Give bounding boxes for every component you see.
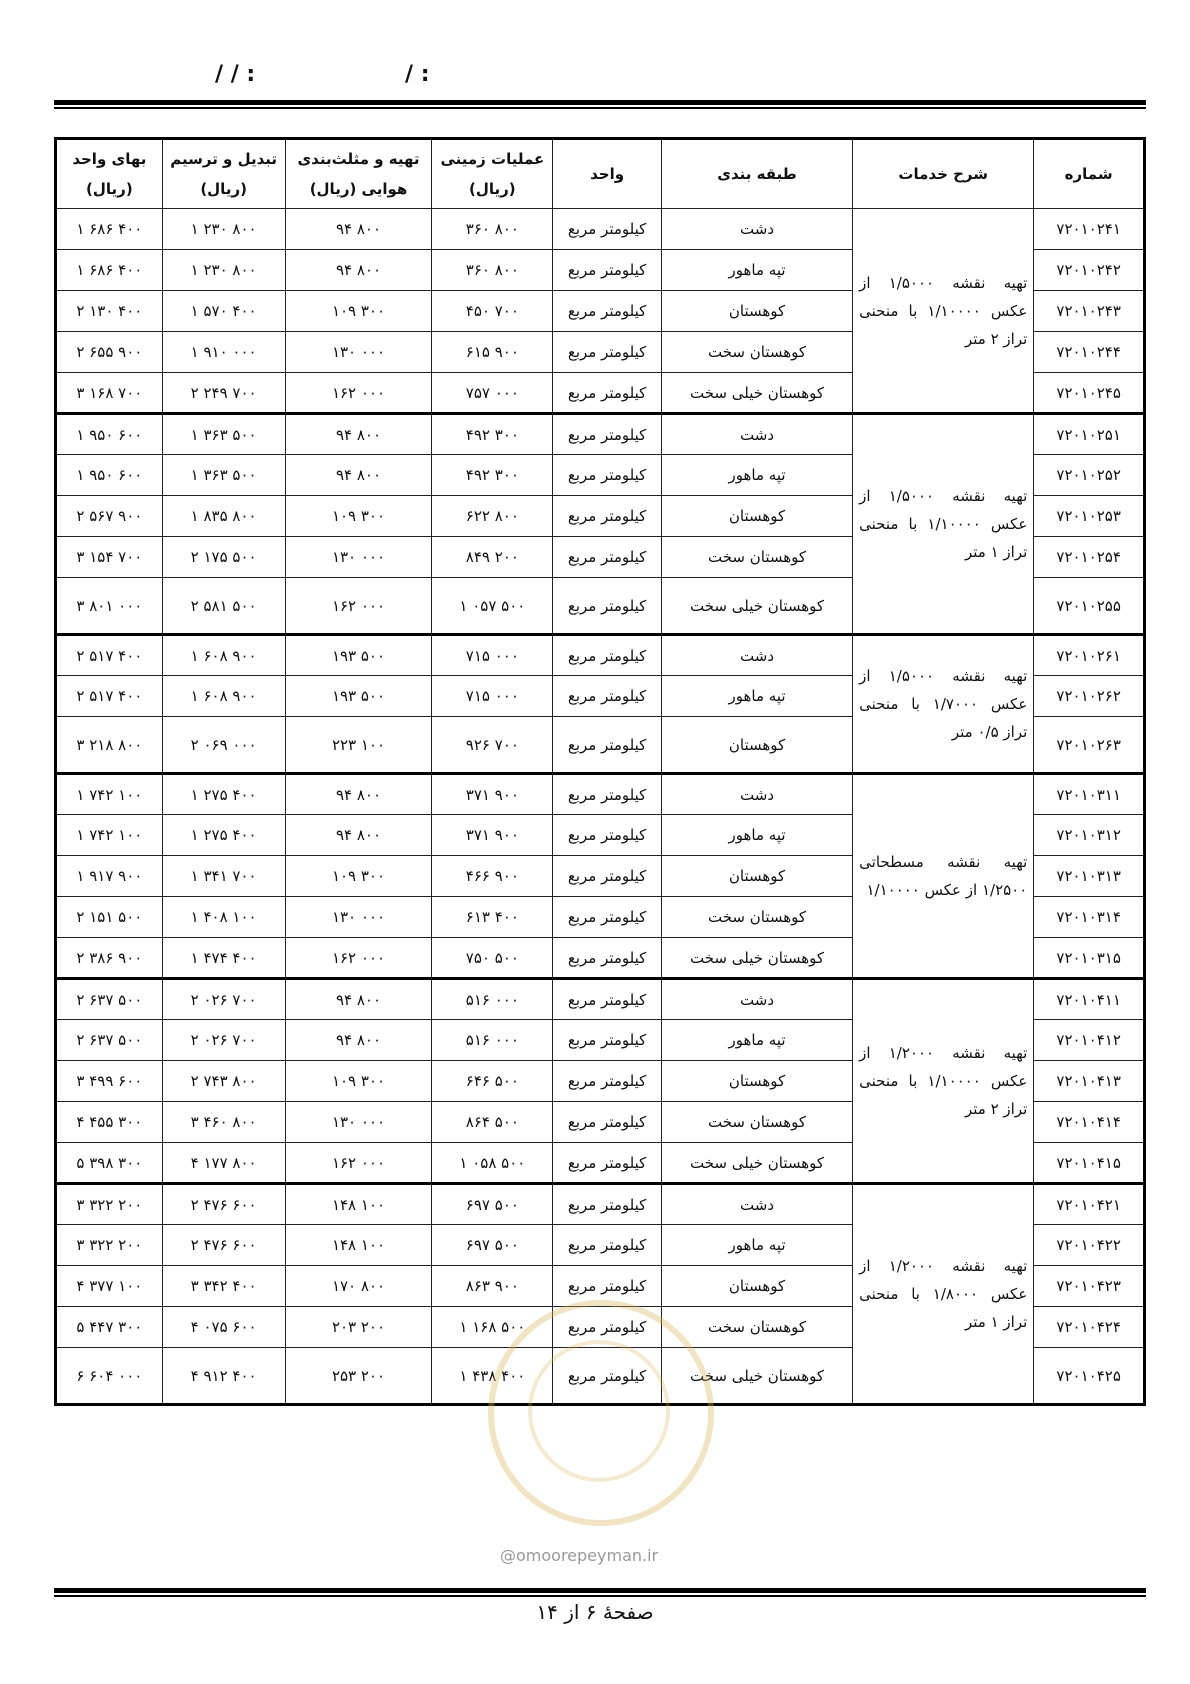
cell-classification: تپه ماهور [661,250,852,291]
cell-convert: ۲ ۷۴۳ ۸۰۰ [162,1061,285,1102]
cell-ground-ops: ۷۵۰ ۵۰۰ [432,938,553,979]
cell-code: ۷۲۰۱۰۳۱۳ [1034,856,1145,897]
table-row [56,209,1145,250]
cell-unit: کیلومتر مربع [553,717,662,774]
cell-code: ۷۲۰۱۰۲۴۳ [1034,291,1145,332]
cell-aerial: ۹۴ ۸۰۰ [285,209,432,250]
cell-aerial: ۱۶۲ ۰۰۰ [285,578,432,635]
cell-unit: کیلومتر مربع [553,635,662,676]
cell-description: تهیه نقشه ۱/۵۰۰۰ از عکس ۱/۱۰۰۰۰ با منحنی تراز ۲ متر [853,209,1034,414]
cell-ground-ops: ۸۴۹ ۲۰۰ [432,537,553,578]
cell-classification: دشت [661,209,852,250]
cell-aerial: ۱۶۲ ۰۰۰ [285,938,432,979]
cell-aerial: ۱۰۹ ۳۰۰ [285,1061,432,1102]
cell-ground-ops: ۳۷۱ ۹۰۰ [432,815,553,856]
header-number-field: / : [405,62,430,87]
cell-unit: کیلومتر مربع [553,1020,662,1061]
cell-code: ۷۲۰۱۰۲۴۲ [1034,250,1145,291]
cell-ground-ops: ۵۱۶ ۰۰۰ [432,1020,553,1061]
cell-unit: کیلومتر مربع [553,537,662,578]
cell-unit: کیلومتر مربع [553,1266,662,1307]
cell-code: ۷۲۰۱۰۲۶۲ [1034,676,1145,717]
cell-ground-ops: ۱ ۱۶۸ ۵۰۰ [432,1307,553,1348]
cell-ground-ops: ۶۹۷ ۵۰۰ [432,1184,553,1225]
cell-code: ۷۲۰۱۰۴۱۱ [1034,979,1145,1020]
cell-unit-price: ۳ ۲۱۸ ۸۰۰ [56,717,163,774]
cell-unit-price: ۳ ۱۵۴ ۷۰۰ [56,537,163,578]
cell-ground-ops: ۸۶۳ ۹۰۰ [432,1266,553,1307]
cell-aerial: ۱۴۸ ۱۰۰ [285,1184,432,1225]
cell-code: ۷۲۰۱۰۲۵۱ [1034,414,1145,455]
table-body [56,209,1145,1405]
cell-classification: کوهستان [661,496,852,537]
cell-unit-price: ۱ ۹۵۰ ۶۰۰ [56,455,163,496]
header-unit-price: بهای واحد (ریال) [56,139,163,209]
header-rule-thin [54,107,1146,109]
cell-unit-price: ۴ ۴۵۵ ۳۰۰ [56,1102,163,1143]
cell-ground-ops: ۴۵۰ ۷۰۰ [432,291,553,332]
cell-classification: کوهستان خیلی سخت [661,578,852,635]
cell-code: ۷۲۰۱۰۴۱۲ [1034,1020,1145,1061]
cell-ground-ops: ۱ ۰۵۸ ۵۰۰ [432,1143,553,1184]
watermark-site: @omoorepeyman.ir [500,1546,659,1565]
cell-unit-price: ۱ ۹۱۷ ۹۰۰ [56,856,163,897]
cell-convert: ۱ ۵۷۰ ۴۰۰ [162,291,285,332]
cell-aerial: ۱۳۰ ۰۰۰ [285,897,432,938]
cell-classification: دشت [661,635,852,676]
cell-convert: ۱ ۲۳۰ ۸۰۰ [162,209,285,250]
cell-classification: کوهستان سخت [661,332,852,373]
cell-convert: ۱ ۳۶۳ ۵۰۰ [162,414,285,455]
cell-aerial: ۹۴ ۸۰۰ [285,1020,432,1061]
cell-classification: تپه ماهور [661,455,852,496]
cell-convert: ۲ ۰۲۶ ۷۰۰ [162,979,285,1020]
cell-aerial: ۱۷۰ ۸۰۰ [285,1266,432,1307]
cell-aerial: ۱۰۹ ۳۰۰ [285,856,432,897]
cell-ground-ops: ۶۲۲ ۸۰۰ [432,496,553,537]
cell-description: تهیه نقشه ۱/۲۰۰۰ از عکس ۱/۸۰۰۰ با منحنی تراز ۱ متر [853,1184,1034,1405]
cell-convert: ۲ ۴۷۶ ۶۰۰ [162,1225,285,1266]
cell-unit-price: ۳ ۴۹۹ ۶۰۰ [56,1061,163,1102]
cell-unit: کیلومتر مربع [553,774,662,815]
cell-ground-ops: ۱ ۴۳۸ ۴۰۰ [432,1348,553,1405]
cell-convert: ۱ ۲۷۵ ۴۰۰ [162,815,285,856]
cell-ground-ops: ۷۱۵ ۰۰۰ [432,676,553,717]
cell-ground-ops: ۹۲۶ ۷۰۰ [432,717,553,774]
cell-aerial: ۲۵۳ ۲۰۰ [285,1348,432,1405]
cell-classification: کوهستان سخت [661,1307,852,1348]
cell-ground-ops: ۶۱۵ ۹۰۰ [432,332,553,373]
cell-code: ۷۲۰۱۰۲۴۵ [1034,373,1145,414]
cell-unit: کیلومتر مربع [553,291,662,332]
cell-unit: کیلومتر مربع [553,897,662,938]
cell-unit: کیلومتر مربع [553,676,662,717]
price-table [54,137,1146,1406]
cell-unit-price: ۲ ۱۳۰ ۴۰۰ [56,291,163,332]
cell-unit: کیلومتر مربع [553,496,662,537]
header-rule-thick [54,100,1146,105]
cell-unit-price: ۲ ۳۸۶ ۹۰۰ [56,938,163,979]
cell-code: ۷۲۰۱۰۴۲۳ [1034,1266,1145,1307]
cell-code: ۷۲۰۱۰۲۵۳ [1034,496,1145,537]
cell-unit-price: ۳ ۸۰۱ ۰۰۰ [56,578,163,635]
cell-aerial: ۱۰۹ ۳۰۰ [285,291,432,332]
cell-aerial: ۱۳۰ ۰۰۰ [285,332,432,373]
cell-unit-price: ۱ ۷۴۲ ۱۰۰ [56,815,163,856]
cell-aerial: ۹۴ ۸۰۰ [285,250,432,291]
cell-unit-price: ۶ ۶۰۴ ۰۰۰ [56,1348,163,1405]
cell-convert: ۱ ۶۰۸ ۹۰۰ [162,676,285,717]
cell-description: تهیه نقشه ۱/۲۰۰۰ از عکس ۱/۱۰۰۰۰ با منحنی تراز ۲ متر [853,979,1034,1184]
cell-unit-price: ۱ ۶۸۶ ۴۰۰ [56,209,163,250]
cell-ground-ops: ۴۹۲ ۳۰۰ [432,455,553,496]
cell-aerial: ۱۹۳ ۵۰۰ [285,635,432,676]
cell-classification: کوهستان سخت [661,897,852,938]
cell-unit: کیلومتر مربع [553,373,662,414]
cell-aerial: ۱۳۰ ۰۰۰ [285,1102,432,1143]
cell-unit-price: ۲ ۵۱۷ ۴۰۰ [56,676,163,717]
table-row [56,414,1145,455]
header-aerial: تهیه و مثلث‌بندی هوایی (ریال) [285,139,432,209]
table-row [56,774,1145,815]
cell-unit-price: ۱ ۶۸۶ ۴۰۰ [56,250,163,291]
cell-code: ۷۲۰۱۰۳۱۵ [1034,938,1145,979]
cell-code: ۷۲۰۱۰۲۵۴ [1034,537,1145,578]
cell-unit-price: ۲ ۵۶۷ ۹۰۰ [56,496,163,537]
cell-ground-ops: ۵۱۶ ۰۰۰ [432,979,553,1020]
table-header-row [56,139,1145,209]
cell-code: ۷۲۰۱۰۳۱۱ [1034,774,1145,815]
cell-convert: ۳ ۴۶۰ ۸۰۰ [162,1102,285,1143]
cell-unit-price: ۱ ۹۵۰ ۶۰۰ [56,414,163,455]
cell-convert: ۱ ۴۰۸ ۱۰۰ [162,897,285,938]
cell-ground-ops: ۳۶۰ ۸۰۰ [432,209,553,250]
cell-code: ۷۲۰۱۰۲۶۳ [1034,717,1145,774]
cell-unit: کیلومتر مربع [553,1061,662,1102]
cell-unit: کیلومتر مربع [553,250,662,291]
cell-classification: تپه ماهور [661,1020,852,1061]
cell-ground-ops: ۴۶۶ ۹۰۰ [432,856,553,897]
cell-code: ۷۲۰۱۰۲۶۱ [1034,635,1145,676]
watermark-seal-inner [528,1340,670,1482]
cell-unit: کیلومتر مربع [553,1102,662,1143]
cell-aerial: ۹۴ ۸۰۰ [285,455,432,496]
cell-unit: کیلومتر مربع [553,1225,662,1266]
cell-classification: کوهستان خیلی سخت [661,373,852,414]
cell-code: ۷۲۰۱۰۴۱۳ [1034,1061,1145,1102]
header-description: شرح خدمات [853,139,1034,209]
cell-convert: ۳ ۳۴۲ ۴۰۰ [162,1266,285,1307]
cell-classification: دشت [661,774,852,815]
cell-classification: کوهستان سخت [661,1102,852,1143]
cell-convert: ۲ ۱۷۵ ۵۰۰ [162,537,285,578]
cell-aerial: ۱۶۲ ۰۰۰ [285,1143,432,1184]
cell-convert: ۱ ۳۶۳ ۵۰۰ [162,455,285,496]
cell-convert: ۲ ۰۲۶ ۷۰۰ [162,1020,285,1061]
cell-code: ۷۲۰۱۰۳۱۲ [1034,815,1145,856]
cell-ground-ops: ۳۶۰ ۸۰۰ [432,250,553,291]
cell-aerial: ۹۴ ۸۰۰ [285,774,432,815]
cell-code: ۷۲۰۱۰۴۲۲ [1034,1225,1145,1266]
cell-code: ۷۲۰۱۰۲۵۲ [1034,455,1145,496]
cell-code: ۷۲۰۱۰۲۵۵ [1034,578,1145,635]
cell-description: تهیه نقشه مسطحاتی ۱/۲۵۰۰ از عکس ۱/۱۰۰۰۰ [853,774,1034,979]
cell-aerial: ۲۰۳ ۲۰۰ [285,1307,432,1348]
cell-unit-price: ۲ ۶۳۷ ۵۰۰ [56,979,163,1020]
cell-ground-ops: ۳۷۱ ۹۰۰ [432,774,553,815]
cell-convert: ۲ ۰۶۹ ۰۰۰ [162,717,285,774]
header-classification: طبقه بندی [661,139,852,209]
cell-convert: ۲ ۲۴۹ ۷۰۰ [162,373,285,414]
cell-unit: کیلومتر مربع [553,815,662,856]
footer-rule-thin [54,1595,1146,1597]
cell-aerial: ۱۰۹ ۳۰۰ [285,496,432,537]
cell-unit-price: ۵ ۳۹۸ ۳۰۰ [56,1143,163,1184]
table-row [56,979,1145,1020]
cell-ground-ops: ۷۵۷ ۰۰۰ [432,373,553,414]
cell-ground-ops: ۶۹۷ ۵۰۰ [432,1225,553,1266]
cell-aerial: ۹۴ ۸۰۰ [285,815,432,856]
cell-classification: کوهستان [661,1061,852,1102]
cell-classification: کوهستان سخت [661,537,852,578]
cell-code: ۷۲۰۱۰۴۲۴ [1034,1307,1145,1348]
header-unit: واحد [553,139,662,209]
cell-unit: کیلومتر مربع [553,209,662,250]
cell-convert: ۴ ۰۷۵ ۶۰۰ [162,1307,285,1348]
cell-convert: ۱ ۴۷۴ ۴۰۰ [162,938,285,979]
cell-aerial: ۹۴ ۸۰۰ [285,979,432,1020]
cell-classification: تپه ماهور [661,676,852,717]
cell-convert: ۴ ۱۷۷ ۸۰۰ [162,1143,285,1184]
cell-convert: ۱ ۸۳۵ ۸۰۰ [162,496,285,537]
cell-unit-price: ۲ ۶۵۵ ۹۰۰ [56,332,163,373]
cell-classification: کوهستان خیلی سخت [661,1143,852,1184]
cell-classification: کوهستان خیلی سخت [661,1348,852,1405]
cell-unit-price: ۲ ۱۵۱ ۵۰۰ [56,897,163,938]
cell-convert: ۱ ۹۱۰ ۰۰۰ [162,332,285,373]
cell-classification: کوهستان [661,291,852,332]
footer-rule-thick [54,1588,1146,1593]
cell-aerial: ۲۲۳ ۱۰۰ [285,717,432,774]
cell-convert: ۲ ۵۸۱ ۵۰۰ [162,578,285,635]
cell-unit: کیلومتر مربع [553,455,662,496]
cell-classification: تپه ماهور [661,1225,852,1266]
cell-code: ۷۲۰۱۰۲۴۱ [1034,209,1145,250]
cell-unit-price: ۴ ۳۷۷ ۱۰۰ [56,1266,163,1307]
header-number: شماره [1034,139,1145,209]
cell-classification: دشت [661,414,852,455]
cell-ground-ops: ۶۴۶ ۵۰۰ [432,1061,553,1102]
cell-classification: دشت [661,979,852,1020]
cell-unit-price: ۲ ۵۱۷ ۴۰۰ [56,635,163,676]
cell-unit: کیلومتر مربع [553,1348,662,1405]
cell-unit: کیلومتر مربع [553,938,662,979]
cell-ground-ops: ۷۱۵ ۰۰۰ [432,635,553,676]
header-ground-ops: عملیات زمینی (ریال) [432,139,553,209]
cell-aerial: ۱۶۲ ۰۰۰ [285,373,432,414]
cell-code: ۷۲۰۱۰۲۴۴ [1034,332,1145,373]
cell-unit: کیلومتر مربع [553,1184,662,1225]
cell-convert: ۱ ۳۴۱ ۷۰۰ [162,856,285,897]
header-date-field: / / : [215,62,256,87]
cell-unit-price: ۲ ۶۳۷ ۵۰۰ [56,1020,163,1061]
cell-description: تهیه نقشه ۱/۵۰۰۰ از عکس ۱/۱۰۰۰۰ با منحنی تراز ۱ متر [853,414,1034,635]
cell-unit-price: ۳ ۳۲۲ ۲۰۰ [56,1184,163,1225]
cell-classification: دشت [661,1184,852,1225]
cell-unit: کیلومتر مربع [553,414,662,455]
cell-classification: کوهستان [661,717,852,774]
cell-convert: ۱ ۲۳۰ ۸۰۰ [162,250,285,291]
cell-classification: تپه ماهور [661,815,852,856]
cell-aerial: ۱۹۳ ۵۰۰ [285,676,432,717]
table-row [56,1184,1145,1225]
cell-code: ۷۲۰۱۰۴۲۱ [1034,1184,1145,1225]
cell-ground-ops: ۱ ۰۵۷ ۵۰۰ [432,578,553,635]
cell-aerial: ۱۴۸ ۱۰۰ [285,1225,432,1266]
cell-code: ۷۲۰۱۰۴۱۴ [1034,1102,1145,1143]
cell-code: ۷۲۰۱۰۴۲۵ [1034,1348,1145,1405]
cell-unit: کیلومتر مربع [553,979,662,1020]
cell-unit-price: ۳ ۱۶۸ ۷۰۰ [56,373,163,414]
page-number: صفحهٔ ۶ از ۱۴ [536,1600,654,1624]
cell-convert: ۱ ۲۷۵ ۴۰۰ [162,774,285,815]
header-convert: تبدیل و ترسیم (ریال) [162,139,285,209]
cell-code: ۷۲۰۱۰۴۱۵ [1034,1143,1145,1184]
watermark-seal [488,1300,714,1526]
cell-unit-price: ۵ ۴۴۷ ۳۰۰ [56,1307,163,1348]
cell-aerial: ۱۳۰ ۰۰۰ [285,537,432,578]
cell-unit-price: ۱ ۷۴۲ ۱۰۰ [56,774,163,815]
cell-ground-ops: ۶۱۳ ۴۰۰ [432,897,553,938]
cell-unit: کیلومتر مربع [553,1307,662,1348]
cell-convert: ۱ ۶۰۸ ۹۰۰ [162,635,285,676]
cell-unit: کیلومتر مربع [553,332,662,373]
cell-classification: کوهستان [661,856,852,897]
cell-code: ۷۲۰۱۰۳۱۴ [1034,897,1145,938]
cell-convert: ۲ ۴۷۶ ۶۰۰ [162,1184,285,1225]
table-row [56,635,1145,676]
cell-classification: کوهستان خیلی سخت [661,938,852,979]
cell-description: تهیه نقشه ۱/۵۰۰۰ از عکس ۱/۷۰۰۰ با منحنی تراز ۰/۵ متر [853,635,1034,774]
cell-unit: کیلومتر مربع [553,856,662,897]
cell-unit: کیلومتر مربع [553,1143,662,1184]
cell-aerial: ۹۴ ۸۰۰ [285,414,432,455]
cell-unit: کیلومتر مربع [553,578,662,635]
cell-classification: کوهستان [661,1266,852,1307]
cell-ground-ops: ۸۶۴ ۵۰۰ [432,1102,553,1143]
cell-convert: ۴ ۹۱۲ ۴۰۰ [162,1348,285,1405]
cell-ground-ops: ۴۹۲ ۳۰۰ [432,414,553,455]
cell-unit-price: ۳ ۳۲۲ ۲۰۰ [56,1225,163,1266]
